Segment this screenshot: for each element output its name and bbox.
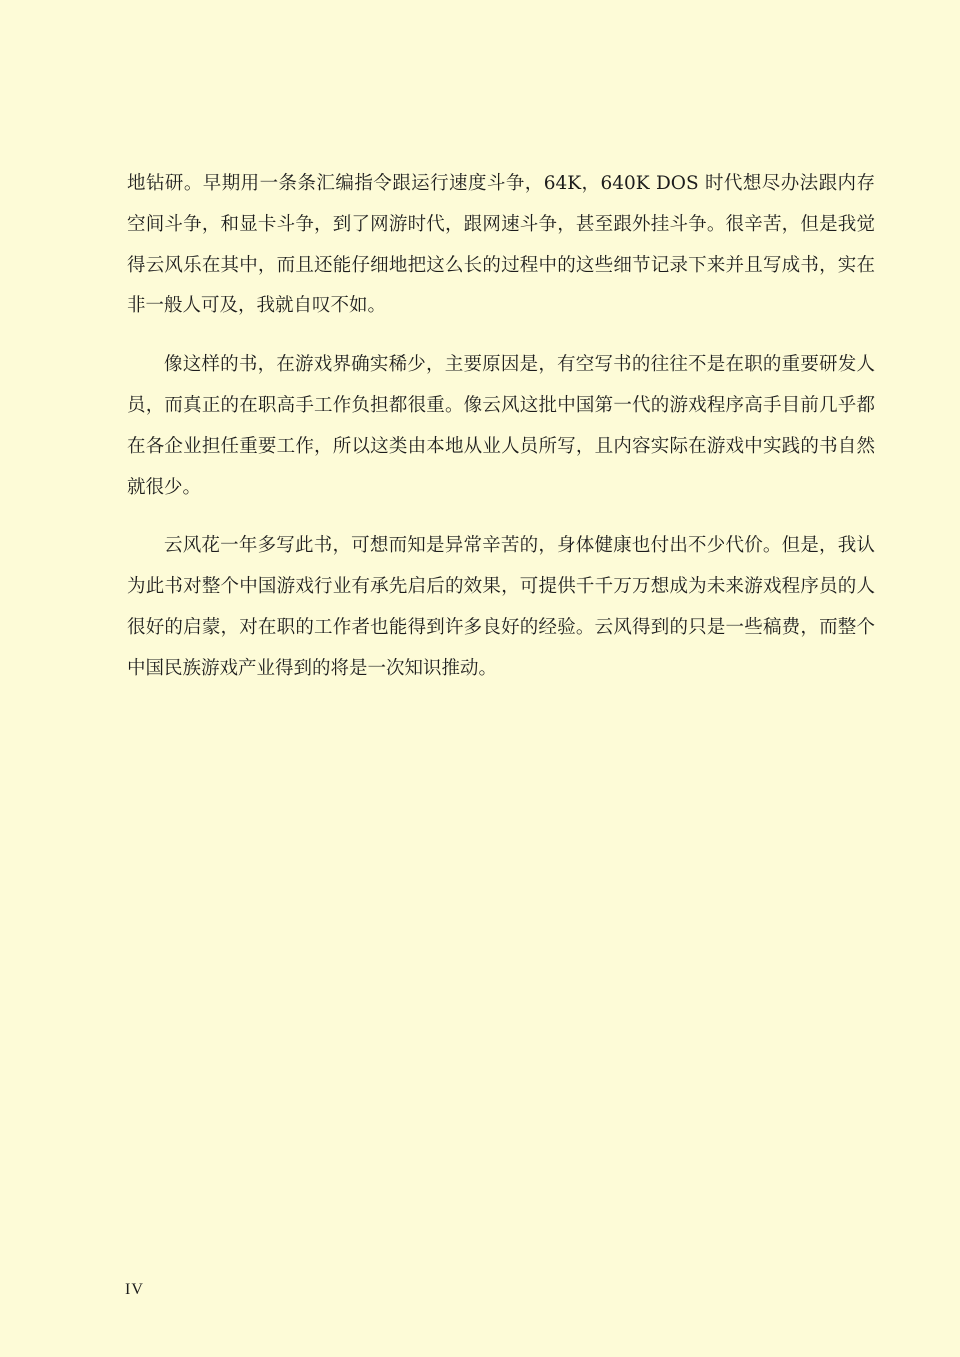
page-number: IV	[125, 1281, 144, 1298]
paragraph-rare-books: 像这样的书，在游戏界确实稀少，主要原因是，有空写书的往往不是在职的重要研发人员，而真正的在职高手工作负担都很重。像云风这批中国第一代的游戏程序高手目前几乎都在各企业担任重要工作，所以这类由本地从业人员所写，且内容实际在游戏中实践的书自然就很少。	[127, 354, 875, 498]
paragraph-continuation: 地钻研。早期用一条条汇编指令跟运行速度斗争，64K，640K DOS 时代想尽办法跟内存空间斗争，和显卡斗争，到了网游时代，跟网速斗争，甚至跟外挂斗争。很辛苦，但是我觉得云风乐在其中，而且还能仔细地把这么长的过程中的这些细节记录下来并且写成书，实在非一般人可及，我就自叹不如。	[127, 173, 875, 317]
body-text	[127, 164, 875, 690]
paragraph-author-effort: 云风花一年多写此书，可想而知是异常辛苦的，身体健康也付出不少代价。但是，我认为此书对整个中国游戏行业有承先启后的效果，可提供千千万万想成为未来游戏程序员的人很好的启蒙，对在职的工作者也能得到许多良好的经验。云风得到的只是一些稿费，而整个中国民族游戏产业得到的将是一次知识推动。	[127, 535, 875, 679]
